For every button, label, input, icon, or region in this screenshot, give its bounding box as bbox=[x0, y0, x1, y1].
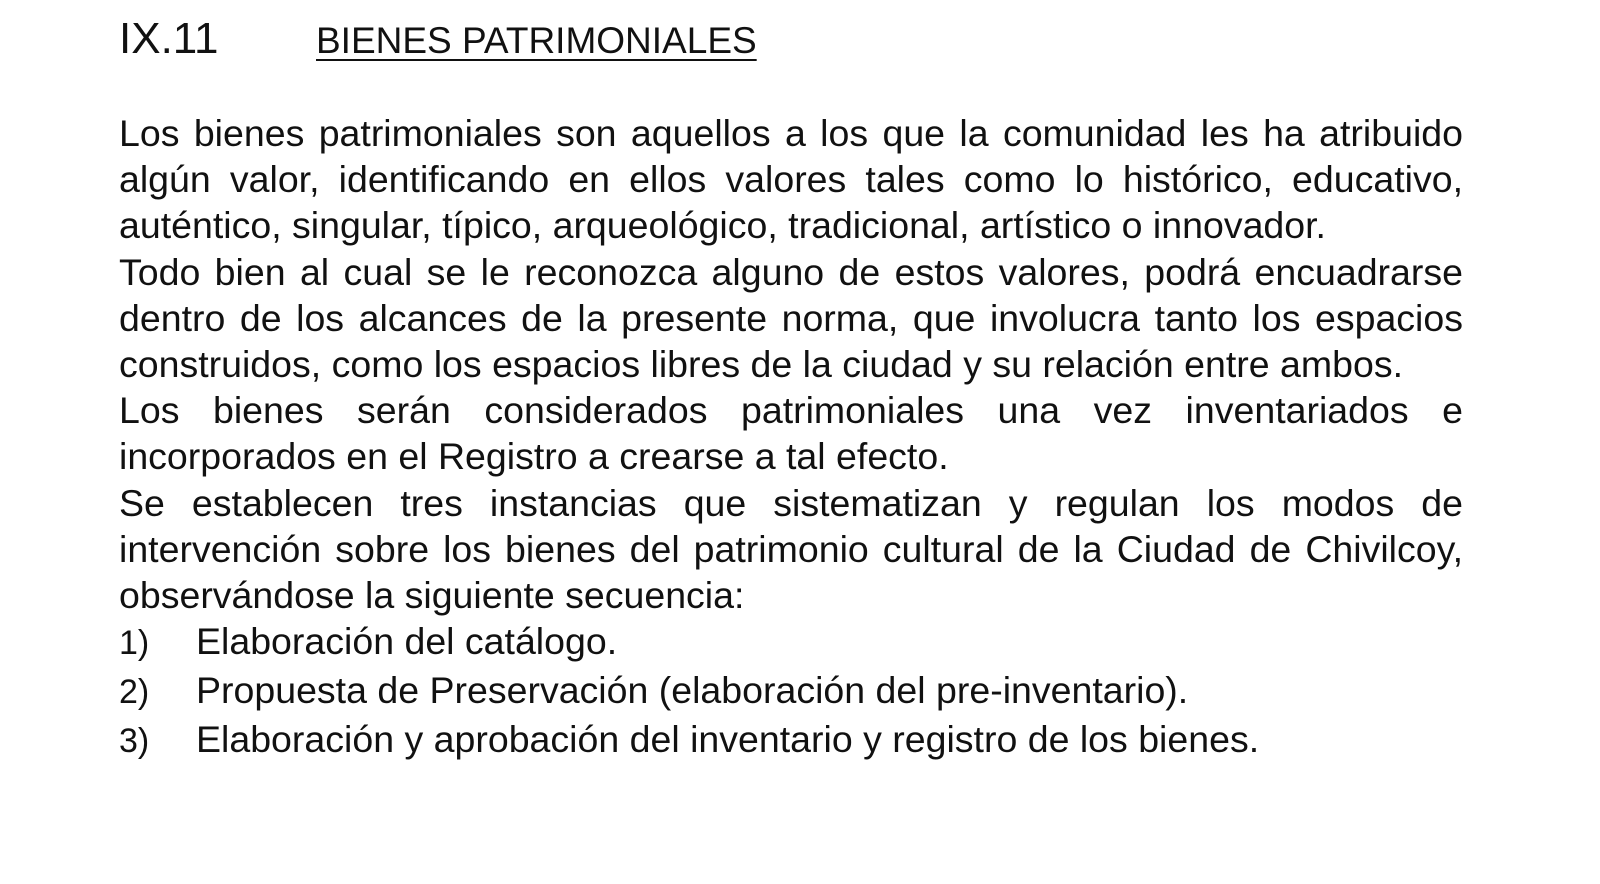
list-item-number: 1) bbox=[119, 624, 150, 663]
section-title: BIENES PATRIMONIALES bbox=[316, 20, 757, 61]
section-heading bbox=[119, 14, 757, 70]
list-item-text: Propuesta de Preservación (elaboración del pre-inventario). bbox=[196, 669, 1189, 712]
list-item-number: 3) bbox=[119, 722, 150, 761]
list-item bbox=[119, 618, 1463, 667]
paragraph: Los bienes patrimoniales son aquellos a los que la comunidad les ha atribuido algún valor, identificando en ellos valores tales como lo histórico, educativo, auténtico, singular, típico, arqueológico, tradicional, artístico o innovador. bbox=[119, 112, 1463, 247]
list-item-text: Elaboración y aprobación del inventario y registro de los bienes. bbox=[196, 718, 1260, 761]
list-item bbox=[119, 667, 1463, 716]
list-item bbox=[119, 716, 1463, 765]
list-item-number: 2) bbox=[119, 673, 150, 712]
paragraph: Se establecen tres instancias que sistematizan y regulan los modos de intervención sobre los bienes del patrimonio cultural de la Ciudad de Chivilcoy, observándose la siguiente secuencia: bbox=[119, 481, 1463, 617]
section-number: IX.11 bbox=[119, 14, 219, 63]
sequence-list bbox=[119, 618, 1463, 765]
paragraph: Los bienes serán considerados patrimoniales una vez inventariados e incorporados en el Registro a crearse a tal efecto. bbox=[119, 389, 1463, 478]
section-body bbox=[119, 110, 1463, 765]
paragraph: Todo bien al cual se le reconozca alguno de estos valores, podrá encuadrarse dentro de los alcances de la presente norma, que involucra tanto los espacios construidos, como los espacios libres de la ciudad y su relación entre ambos. bbox=[119, 250, 1463, 386]
list-item-text: Elaboración del catálogo. bbox=[196, 620, 618, 663]
